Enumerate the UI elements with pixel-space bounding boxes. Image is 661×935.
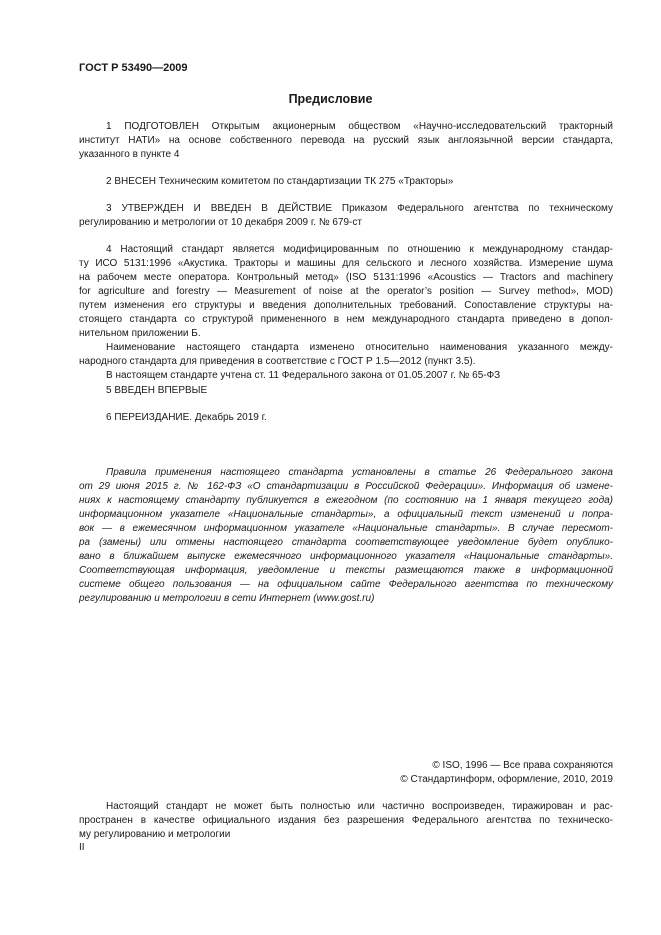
paragraph-4-line-7: нительном приложении Б. [79,328,201,339]
paragraph-5-line-1: 5 ВВЕДЕН ВПЕРВЫЕ [106,385,208,396]
copyright-standartinform: © Стандартинформ, оформление, 2010, 2019 [400,774,613,785]
copyright-iso: © ISO, 1996 — Все права сохраняются [432,760,613,771]
paragraph-1-line-3: указанного в пункте 4 [79,149,180,160]
paragraph-3-line-2: регулированию и метрологии от 10 декабря 2009 г. № 679-ст [79,217,362,228]
page-title: Предисловие [288,92,373,106]
reproduction-line-1: Настоящий стандарт не может быть полностью или частично воспроизведен, тиражирован и рас- [106,801,613,812]
paragraph-1-line-2: институт НАТИ» на основе собственного перевода на русский язык англоязычной версии стандарта, [79,135,613,146]
paragraph-4-line-2: ту ИСО 5131:1996 «Акустика. Тракторы и машины для сельского и лесного хозяйства. Измерение шума [79,258,613,269]
paragraph-1-line-1: 1 ПОДГОТОВЛЕН Открытым акционерным обществом «Научно-исследовательский тракторный [106,121,613,132]
notice-line-5: вок — в ежемесячном информационном указателе «Национальные стандарты». В случае пересмот- [79,523,613,534]
notice-line-6: ра (замены) или отмены настоящего стандарта соответствующее уведомление будет опублико- [79,537,613,548]
paragraph-6-line-1: 6 ПЕРЕИЗДАНИЕ. Декабрь 2019 г. [106,412,267,423]
notice-line-4: информационном указателе «Национальные стандарты», а официальный текст изменений и попра- [79,509,613,520]
notice-line-3: ниях к настоящему стандарту публикуется в ежегодном (по состоянию на 1 января текущего года) [79,495,613,506]
paragraph-4-line-5: путем изменения его структуры и введения дополнительных требований. Сопоставление структуры на- [79,300,613,311]
standard-code: ГОСТ Р 53490—2009 [79,62,188,74]
page-number: II [79,842,85,853]
reproduction-line-2: пространен в качестве официального издания без разрешения Федерального агентства по техническо- [79,815,613,826]
notice-line-9: системе общего пользования — на официальном сайте Федерального агентства по техническому [79,579,613,590]
paragraph-4-line-1: 4 Настоящий стандарт является модифицированным по отношению к международному стандар- [106,244,613,255]
paragraph-2-line-1: 2 ВНЕСЕН Техническим комитетом по стандартизации ТК 275 «Тракторы» [106,176,454,187]
notice-line-8: Соответствующая информация, уведомление и тексты размещаются также в информационной [79,565,613,576]
notice-line-1: Правила применения настоящего стандарта установлены в статье 26 Федерального закона [106,467,613,478]
paragraph-4-line-3: на рабочем месте оператора. Контрольный метод» (ISO 5131:1996 «Acoustics — Tractors and machinery [79,272,613,283]
paragraph-4-line-6: стоящего стандарта со структурой примененного в нем международного стандарта приведено в допол- [79,314,613,325]
notice-line-10: регулированию и метрологии в сети Интернет (www.gost.ru) [79,593,375,604]
paragraph-4-line-9: народного стандарта для приведения в соответствие с ГОСТ Р 1.5—2012 (пункт 3.5). [79,356,476,367]
paragraph-4-line-8: Наименование настоящего стандарта изменено относительно наименования указанного между- [106,342,613,353]
reproduction-line-3: му регулированию и метрологии [79,829,231,840]
paragraph-3-line-1: 3 УТВЕРЖДЕН И ВВЕДЕН В ДЕЙСТВИЕ Приказом Федерального агентства по техническому [106,203,613,214]
paragraph-4-line-10: В настоящем стандарте учтена ст. 11 Федерального закона от 01.05.2007 г. № 65-ФЗ [106,370,501,381]
notice-line-7: вано в ближайшем выпуске ежемесячного информационного указателя «Национальные стандарты». [79,551,613,562]
notice-line-2: от 29 июня 2015 г. № 162-ФЗ «О стандартизации в Российской Федерации». Информация об измене- [79,481,613,492]
paragraph-4-line-4: for agriculture and forestry — Measurement of noise at the operator’s position — Survey method», MOD) [79,286,613,297]
